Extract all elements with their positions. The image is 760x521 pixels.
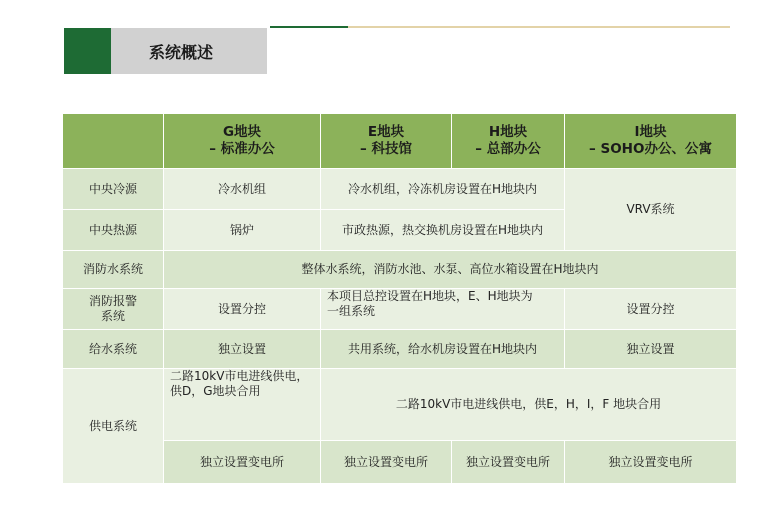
cell-substation-i: 独立设置变电所 xyxy=(565,441,736,483)
cell-fire-water-all: 整体水系统，消防水池、水泵、高位水箱设置在H地块内 xyxy=(164,251,736,288)
header-i-name: I地块 xyxy=(634,124,667,140)
cell-power-g xyxy=(164,369,320,440)
header-i-type: – SOHO办公、公寓 xyxy=(589,141,712,157)
cell-water-eh: 共用系统，给水机房设置在H地块内 xyxy=(321,330,564,368)
row-label-water-supply: 给水系统 xyxy=(63,330,163,368)
cell-power-ehi: 二路10kV市电进线供电，供E，H，I，F 地块合用 xyxy=(321,369,736,440)
header-g-name: G地块 xyxy=(222,124,262,140)
system-overview-table xyxy=(63,114,732,476)
cell-heating-eh: 市政热源，热交换机房设置在H地块内 xyxy=(321,210,564,250)
header-accent-gold-line xyxy=(348,26,730,28)
power-g-line2: 供D，G地块合用 xyxy=(170,384,261,398)
cell-substation-g: 独立设置变电所 xyxy=(164,441,320,483)
fire-alarm-label-line1: 消防报警 xyxy=(88,294,137,308)
title-accent-block xyxy=(64,28,111,74)
fire-alarm-eh-line2: 一组系统 xyxy=(327,304,376,318)
header-h-type: – 总部办公 xyxy=(475,141,541,157)
header-e-name: E地块 xyxy=(367,124,405,140)
table-header-i xyxy=(565,114,736,168)
page-title: 系统概述 xyxy=(149,42,214,62)
cell-substation-h: 独立设置变电所 xyxy=(452,441,564,483)
row-label-power-supply: 供电系统 xyxy=(63,369,163,483)
row-label-fire-alarm xyxy=(63,289,163,329)
table-header-corner xyxy=(63,114,163,168)
fire-alarm-eh-line1: 本项目总控设置在H地块，E、H地块为 xyxy=(327,289,533,303)
power-g-line1: 二路10kV市电进线供电， xyxy=(170,369,309,383)
header-accent-green-line xyxy=(270,26,348,28)
header-e-type: – 科技馆 xyxy=(360,141,412,157)
cell-substation-e: 独立设置变电所 xyxy=(321,441,451,483)
cell-fire-alarm-eh xyxy=(321,289,564,329)
row-label-central-heating: 中央热源 xyxy=(63,210,163,250)
cell-i-hvac: VRV系统 xyxy=(565,169,736,250)
cell-fire-alarm-g: 设置分控 xyxy=(164,289,320,329)
fire-alarm-label-line2: 系统 xyxy=(100,309,125,323)
cell-water-g: 独立设置 xyxy=(164,330,320,368)
row-label-fire-water: 消防水系统 xyxy=(63,251,163,288)
cell-fire-alarm-i: 设置分控 xyxy=(565,289,736,329)
header-h-name: H地块 xyxy=(488,124,528,140)
row-label-central-cooling: 中央冷源 xyxy=(63,169,163,209)
title-bar xyxy=(111,28,267,74)
cell-heating-g: 锅炉 xyxy=(164,210,320,250)
table-header-h xyxy=(452,114,564,168)
table-header-e xyxy=(321,114,451,168)
table-header-g xyxy=(164,114,320,168)
header-g-type: – 标准办公 xyxy=(209,141,275,157)
cell-cooling-g: 冷水机组 xyxy=(164,169,320,209)
cell-cooling-eh: 冷水机组，冷冻机房设置在H地块内 xyxy=(321,169,564,209)
cell-water-i: 独立设置 xyxy=(565,330,736,368)
